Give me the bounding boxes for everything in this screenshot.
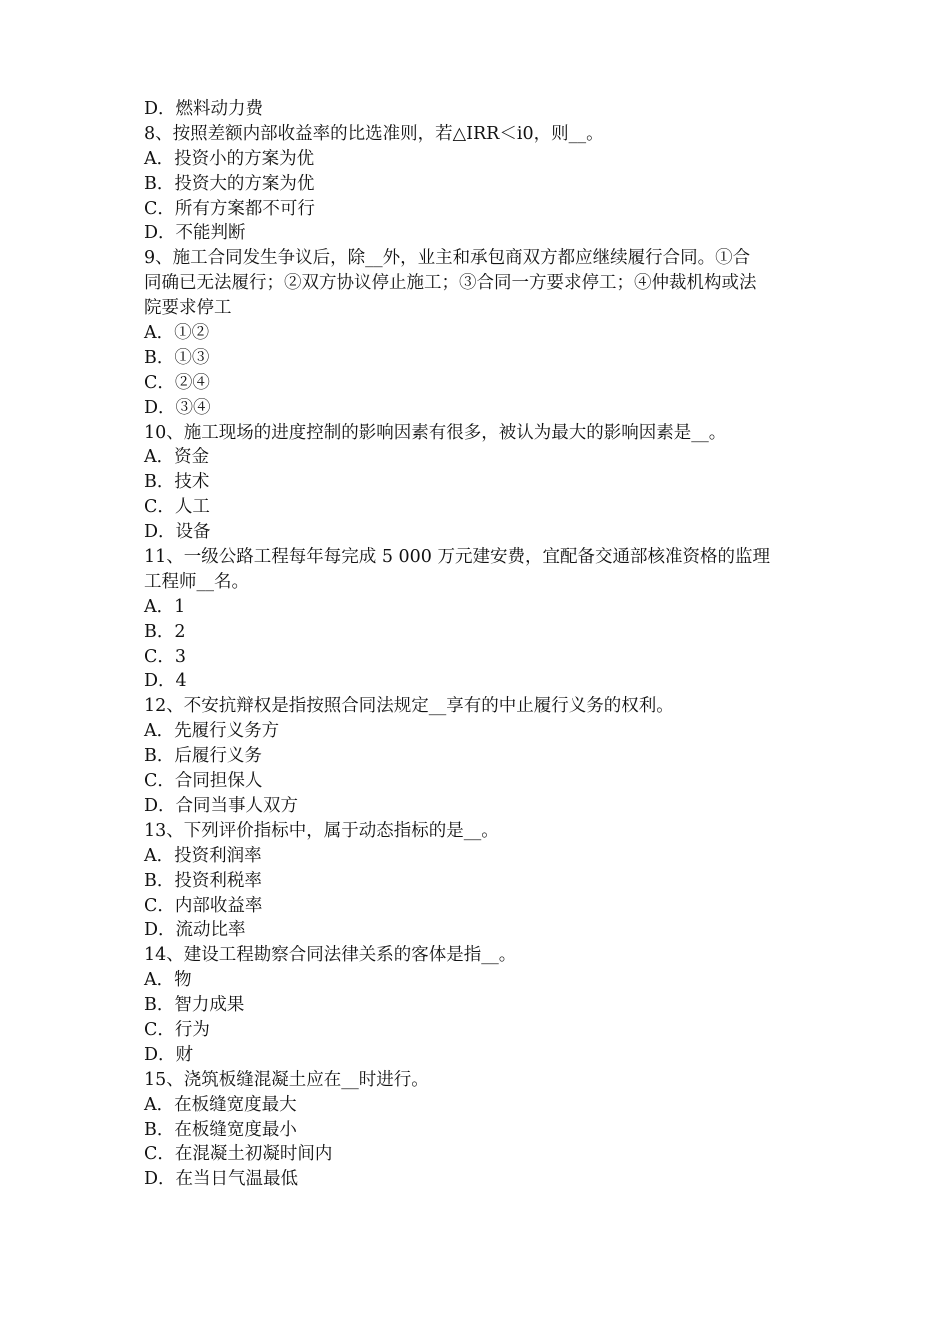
document-page [144,97,814,1192]
question-stem-line: 11、一级公路工程每年每完成 5 000 万元建安费，宜配备交通部核准资格的监理 [144,547,770,568]
question-stem-line: 同确已无法履行；②双方协议停止施工；③合同一方要求停工；④仲裁机构或法 [144,273,757,294]
question-stem: 15、浇筑板缝混凝土应在__时进行。 [144,1069,429,1090]
answer-option: D．③④ [144,397,211,418]
answer-option: B．智力成果 [144,995,245,1016]
answer-option: D．流动比率 [144,920,246,941]
answer-option: D．合同当事人双方 [144,795,299,816]
answer-option: D．设备 [144,522,211,543]
answer-option: D．在当日气温最低 [144,1169,299,1190]
answer-option: B．①③ [144,347,210,368]
answer-option: B．投资大的方案为优 [144,173,315,194]
answer-option: D．4 [144,671,187,692]
answer-option: B．技术 [144,472,210,493]
answer-option: B．2 [144,621,186,642]
question-stem: 13、下列评价指标中，属于动态指标的是__。 [144,820,499,841]
answer-option: B．后履行义务 [144,746,262,767]
answer-option: C．所有方案都不可行 [144,198,315,219]
answer-option: C．人工 [144,497,210,518]
answer-option: D．不能判断 [144,223,246,244]
question-stem: 12、不安抗辩权是指按照合同法规定__享有的中止履行义务的权利。 [144,696,674,717]
answer-option: C．在混凝土初凝时间内 [144,1144,333,1165]
answer-option: C．行为 [144,1019,210,1040]
question-stem-line: 工程师__名。 [144,571,249,592]
answer-option: A．投资利润率 [144,845,262,866]
answer-option: A．1 [144,596,186,617]
answer-option: C．②④ [144,372,210,393]
question-stem-line: 院要求停工 [144,298,232,319]
answer-option: C．合同担保人 [144,771,263,792]
question-stem-line: 9、施工合同发生争议后，除__外，业主和承包商双方都应继续履行合同。①合 [144,248,751,269]
answer-option: B．在板缝宽度最小 [144,1119,297,1140]
answer-option: D．燃料动力费 [144,99,264,119]
answer-option: C．3 [144,646,187,667]
answer-option: A．投资小的方案为优 [144,148,315,169]
answer-option: D．财 [144,1044,194,1065]
answer-option: A．①② [144,323,210,344]
answer-option: A．在板缝宽度最大 [144,1094,297,1115]
answer-option: B．投资利税率 [144,870,262,891]
answer-option: A．资金 [144,447,210,468]
answer-option: A．先履行义务方 [144,721,280,742]
question-stem: 10、施工现场的进度控制的影响因素有很多，被认为最大的影响因素是__。 [144,422,727,443]
question-stem: 14、建设工程勘察合同法律关系的客体是指__。 [144,945,517,966]
question-stem: 8、按照差额内部收益率的比选准则，若△IRR＜i0，则__。 [144,123,604,144]
answer-option: A．物 [144,970,192,991]
answer-option: C．内部收益率 [144,895,263,916]
